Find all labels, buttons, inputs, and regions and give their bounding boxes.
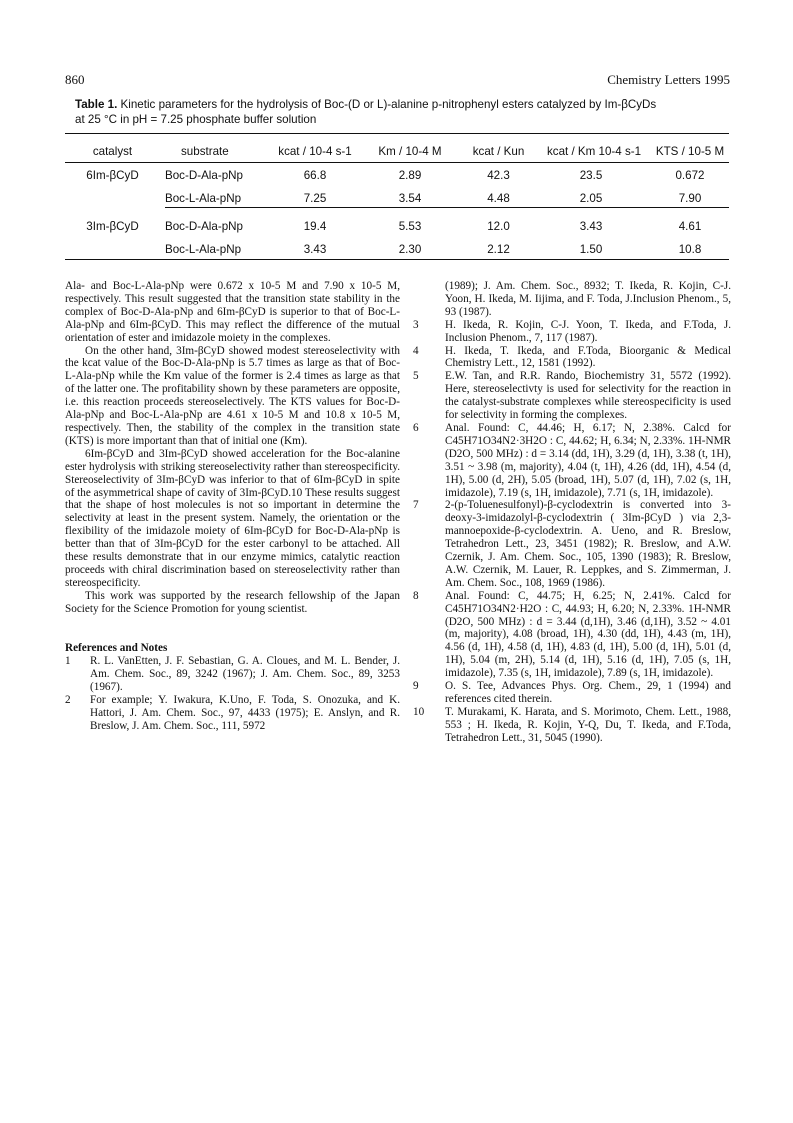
table-caption: [75, 97, 735, 127]
table-cell: 10.8: [678, 243, 702, 256]
table-cell: 3.54: [398, 192, 422, 205]
table-cell: 3.43: [579, 220, 603, 233]
reference-item: [413, 345, 731, 371]
reference-number: 6: [413, 421, 419, 434]
table-cell: 7.25: [303, 192, 327, 205]
reference-number: 2: [65, 694, 71, 707]
column-header: substrate: [181, 145, 229, 158]
reference-number: 5: [413, 370, 419, 383]
table-cell: 2.12: [487, 243, 510, 256]
reference-number: 7: [413, 499, 419, 512]
reference-text: E.W. Tan, and R.R. Rando, Biochemistry 31, 5572 (1992). Here, stereoselectivty is used for selectivity for the reaction in the catalyst-substrate complexes while stereospecificity is used for selectivity in forming the complexes.: [445, 370, 731, 422]
body-paragraph: On the other hand, 3Im-βCyD showed modest stereoselectivity with the kcat value of the Boc-D-Ala-pNp is 5.7 times as large as that of Boc-L-Ala-pNp while the Km value of the former is 2.4 times as large as that of the latter one. The profitability shown by these parameters are opposite, i.e. this reaction proceeds stereoselectively. The KTS values for Boc-D-Ala-pNp and Boc-L-Ala-pNp are 4.61 x 10-5 M and 10.8 x 10-5 M, respectively. Then, the stability of the complex in the transition state (KTS) is more important than that of initial one (Km).: [65, 344, 400, 447]
column-header: kcat / Kun: [472, 145, 525, 158]
reference-number: 4: [413, 344, 419, 357]
right-column: [413, 280, 731, 745]
reference-continuation: (1989); J. Am. Chem. Soc., 8932; T. Ikeda, R. Kojin, C-J. Yoon, H. Ikeda, M. Iijima, and F. Toda, J.Inclusion Phenom., 5, 93 (1987).: [445, 280, 731, 318]
column-header: Km / 10-4 M: [378, 145, 442, 158]
table-cell: 2.30: [398, 243, 422, 256]
body-paragraph: 6Im-βCyD and 3Im-βCyD showed acceleration for the Boc-alanine ester hydrolysis with striking stereoselectivity rather than stereospecificity. Stereoselectivity of 3Im-βCyD was inferior to that of 6Im-βCyD in spite of the asymmetrical shape of cavity of 3Im-βCyD.10 These results suggest that the shape of host molecules is not so important in determine the selectivity at least in the present system. Namely, the orientation or the flexibility of the imidazole moiety of 6Im-βCyD for Boc-D-Ala-pNp is better than that of 3Im-βCyD for the ester carbonyl to be attached. All these results demonstrate that in our enzyme mimics, catalytic reaction proceeds with chiral discrimination based on stereoselectivity rather than stereospecificity.: [65, 447, 400, 589]
table-caption-line2: at 25 °C in pH = 7.25 phosphate buffer solution: [75, 113, 317, 126]
reference-text: Anal. Found: C, 44.75; H, 6.25; N, 2.41%. Calcd for C45H71O34N2·H2O : C, 44.93; H, 6.20; N, 2.33%. 1H-NMR (D2O, 500 MHz) : d = 3.44 (d,1H), 3.46 (d,1H), 3.52 ~ 4.01 (m, majority), 4.08 (broad, 1H), 4.30 (dd, 1H), 4.43 (m, 1H), 4.56 (d, 1H), 4.58 (d, 1H), 4.83 (d, 1H), 5.00 (d, 1H), 5.01 (d, 1H), 5.04 (m, 2H), 5.14 (d, 1H), 5.16 (d, 1H), 7.05 (s, 1H, imidazole), 7.35 (s, 1H, imidazole), 7.89 (s, 1H, imidazole).: [445, 589, 731, 680]
reference-item: [413, 319, 731, 345]
column-header: catalyst: [92, 145, 133, 158]
page-number: 860: [65, 72, 85, 87]
journal-title: Chemistry Letters 1995: [607, 72, 730, 87]
reference-item: [413, 680, 731, 706]
table-cell: 0.672: [675, 169, 705, 182]
references-heading: References and Notes: [65, 641, 168, 654]
table-cell: 7.90: [678, 192, 702, 205]
column-header: KTS / 10-5 M: [655, 145, 725, 158]
reference-text: For example; Y. Iwakura, K.Uno, F. Toda, S. Onozuka, and K. Hattori, J. Am. Chem. Soc., 97, 4433 (1975); E. Anslyn, and R. Breslow, J. Am. Chem. Soc., 111, 5972: [90, 694, 400, 732]
table-group-rule: [165, 207, 729, 208]
table-cell: 1.50: [579, 243, 603, 256]
table-caption-line1: Kinetic parameters for the hydrolysis of Boc-(D or L)-alanine p-nitrophenyl esters catalyzed by Im-βCyDs: [120, 98, 657, 111]
table-top-rule: [65, 133, 729, 134]
page-header: [65, 72, 730, 88]
reference-number: 1: [65, 655, 71, 668]
table-label: Table 1.: [75, 98, 118, 111]
table-cell: 23.5: [579, 169, 603, 182]
table-cell: 5.53: [398, 220, 422, 233]
body-paragraph: Ala- and Boc-L-Ala-pNp were 0.672 x 10-5 M and 7.90 x 10-5 M, respectively. This result suggested that the transition state stability in the complex of Boc-D-Ala-pNp and 6Im-βCyD is superior to that of Boc-L-Ala-pNp and 6Im-βCyD. This may reflect the difference of the mutual orientation of ester and imidazole moiety in the complexes.: [65, 280, 400, 344]
reference-item: [413, 370, 731, 422]
table-bottom-rule: [65, 259, 729, 260]
reference-text: T. Murakami, K. Harata, and S. Morimoto, Chem. Lett., 1988, 553 ; H. Ikeda, R. Kojin, Y-Q, Du, T. Ikeda, and F.Toda, Tetrahedron Lett., 31, 5045 (1990).: [445, 705, 731, 744]
acknowledgment: This work was supported by the research fellowship of the Japan Society for the Science Promotion for young scientist.: [65, 589, 400, 615]
table-cell: 6Im-βCyD: [86, 169, 139, 182]
table-cell: 19.4: [303, 220, 327, 233]
reference-number: 9: [413, 680, 419, 693]
reference-item: [413, 422, 731, 499]
reference-item: [413, 706, 731, 745]
reference-item: [413, 499, 731, 589]
left-column: [65, 280, 400, 733]
reference-text: 2-(p-Toluenesulfonyl)-β-cyclodextrin is converted into 3-deoxy-3-imidazolyl-β-cyclodextrin ( 3Im-βCyD ) via 2,3-mannoepoxide-β-cyclodextrin. A. Ueno, and R. Breslow, Tetrahedron Lett., 23, 3451 (1982); R. Breslow, and A.W. Czernik, J. Am. Chem. Soc., 105, 1390 (1983); R. Breslow, A.W. Czernik, M. Lauer, R. Leppkes, and S. Zimmerman, J. Am. Chem. Soc., 108, 1969 (1986).: [445, 499, 731, 589]
table-cell: Boc-D-Ala-pNp: [165, 220, 243, 233]
reference-number: 8: [413, 589, 419, 602]
reference-number: 10: [413, 705, 425, 718]
table-cell: 4.61: [678, 220, 702, 233]
table-cell: 3Im-βCyD: [86, 220, 139, 233]
table-cell: 42.3: [487, 169, 510, 182]
reference-item: [413, 590, 731, 680]
reference-text: O. S. Tee, Advances Phys. Org. Chem., 29, 1 (1994) and references cited therein.: [445, 680, 731, 705]
table-cell: 3.43: [303, 243, 327, 256]
reference-number: 3: [413, 318, 419, 331]
reference-text: Anal. Found: C, 44.46; H, 6.17; N, 2.38%. Calcd for C45H71O34N2·3H2O : C, 44.62; H, 6.34; N, 2.33%. 1H-NMR (D2O, 500 MHz) : d = 3.14 (dd, 1H), 3.29 (d, 1H), 3.38 (t, 1H), 3.51 ~ 3.98 (m, majority), 4.04 (t, 1H), 4.26 (dd, 1H), 4.54 (d, 1H), 5.00 (d, 2H), 5.05 (broad, 1H), 5.07 (d, 1H), 7.02 (s, 1H, imidazole), 7.19 (s, 1H, imidazole), 7.71 (s, 1H, imidazole).: [445, 421, 731, 499]
reference-item: [65, 655, 400, 694]
reference-item: [65, 694, 400, 733]
column-header: kcat / 10-4 s-1: [278, 145, 352, 158]
table-cell: 2.05: [579, 192, 603, 205]
reference-text: H. Ikeda, T. Ikeda, and F.Toda, Bioorganic & Medical Chemistry Lett., 12, 1581 (1992).: [445, 344, 731, 370]
reference-text: H. Ikeda, R. Kojin, C-J. Yoon, T. Ikeda, and F.Toda, J. Inclusion Phenom., 7, 117 (1987).: [445, 318, 731, 344]
table-cell: 66.8: [303, 169, 327, 182]
table-cell: 2.89: [398, 169, 422, 182]
table-cell: Boc-L-Ala-pNp: [165, 192, 242, 205]
column-header: kcat / Km 10-4 s-1: [547, 145, 642, 158]
table-cell: 4.48: [487, 192, 510, 205]
table-cell: 12.0: [487, 220, 510, 233]
table-cell: Boc-L-Ala-pNp: [165, 243, 242, 256]
table-cell: Boc-D-Ala-pNp: [165, 169, 243, 182]
reference-text: R. L. VanEtten, J. F. Sebastian, G. A. Cloues, and M. L. Bender, J. Am. Chem. Soc., 89, 3242 (1967); J. Am. Chem. Soc., 89, 3253 (1967).: [90, 655, 400, 694]
table-header-rule: [65, 162, 729, 163]
